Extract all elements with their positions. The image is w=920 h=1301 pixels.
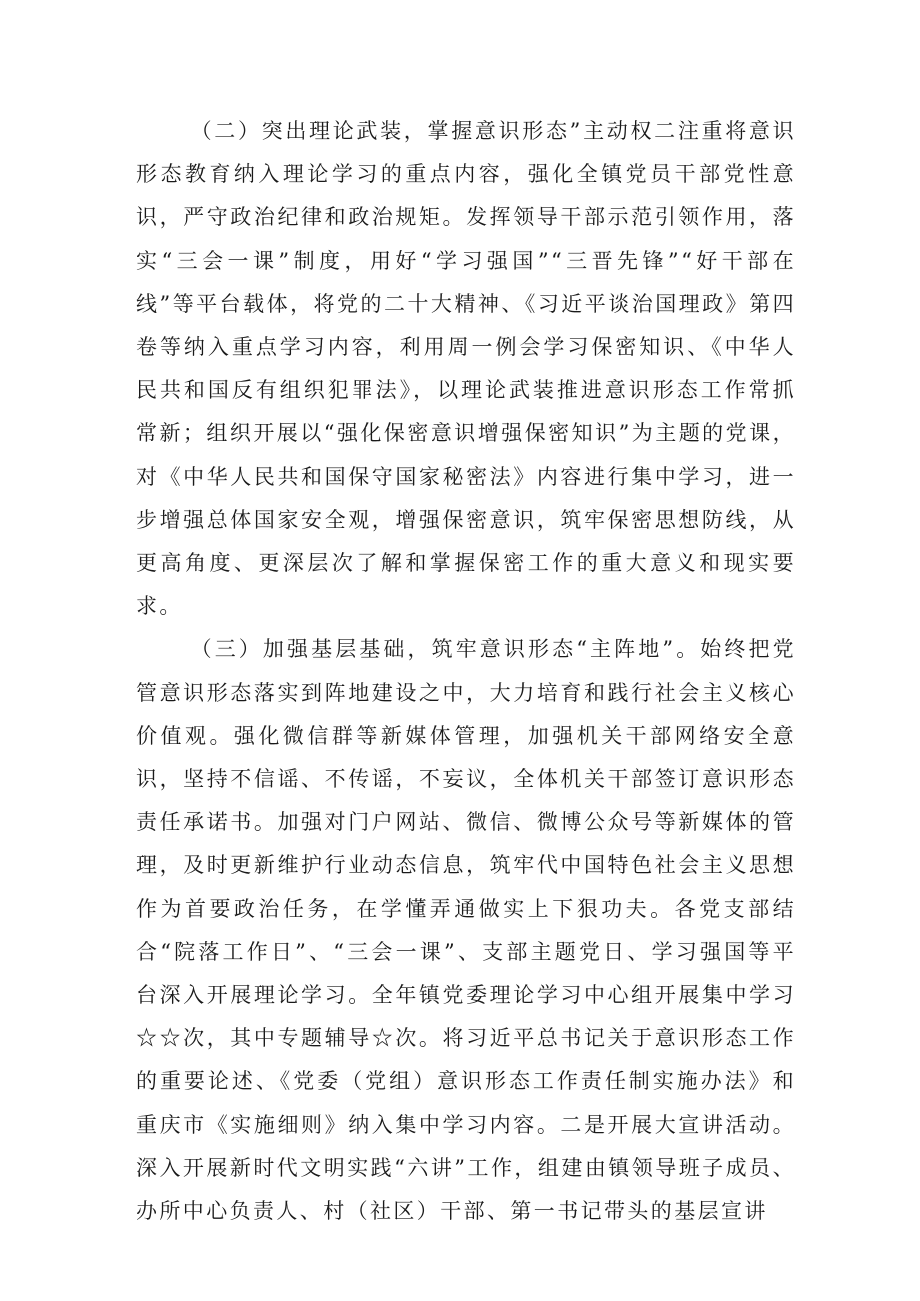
paragraph-3-grassroots-foundation: （三）加强基层基础，筑牢意识形态“主阵地”。始终把党管意识形态落实到阵地建设之中，大力培育和践行社会主义核心价值观。强化微信群等新媒体管理，加强机关干部网络安全意识，坚持不信谣、不传谣，不妄议，全体机关干部签订意识形态责任承诺书。加强对门户网站、微信、微博公众号等新媒体的管理，及时更新维护行业动态信息，筑牢代中国特色社会主义思想作为首要政治任务，在学懂弄通做实上下狠功夫。各党支部结合“院落工作日”、“三会一课”、支部主题党日、学习强国等平台深入开展理论学习。全年镇党委理论学习中心组开展集中学习☆☆次，其中专题辅导☆次。将习近平总书记关于意识形态工作的重要论述、《党委（党组）意识形态工作责任制实施办法》和重庆市《实施细则》纳入集中学习内容。二是开展大宣讲活动。深入开展新时代文明实践“六讲”工作，组建由镇领导班子成员、办所中心负责人、村（社区）干部、第一书记带头的基层宣讲 xyxy=(136,637,796,1224)
document-body xyxy=(136,110,796,1233)
paragraph-2-theoretical-arming: （二）突出理论武装，掌握意识形态”主动权二注重将意识形态教育纳入理论学习的重点内容，强化全镇党员干部党性意识，严守政治纪律和政治规矩。发挥领导干部示范引领作用，落实“三会一课”制度，用好“学习强国”“三晋先锋”“好干部在线”等平台载体，将党的二十大精神、《习近平谈治国理政》第四卷等纳入重点学习内容，利用周一例会学习保密知识、《中华人民共和国反有组织犯罪法》，以理论武装推进意识形态工作常抓常新；组织开展以“强化保密意识增强保密知识”为主题的党课，对《中华人民共和国保守国家秘密法》内容进行集中学习，进一步增强总体国家安全观，增强保密意识，筑牢保密思想防线，从更高角度、更深层次了解和掌握保密工作的重大意义和现实要求。 xyxy=(136,119,796,619)
